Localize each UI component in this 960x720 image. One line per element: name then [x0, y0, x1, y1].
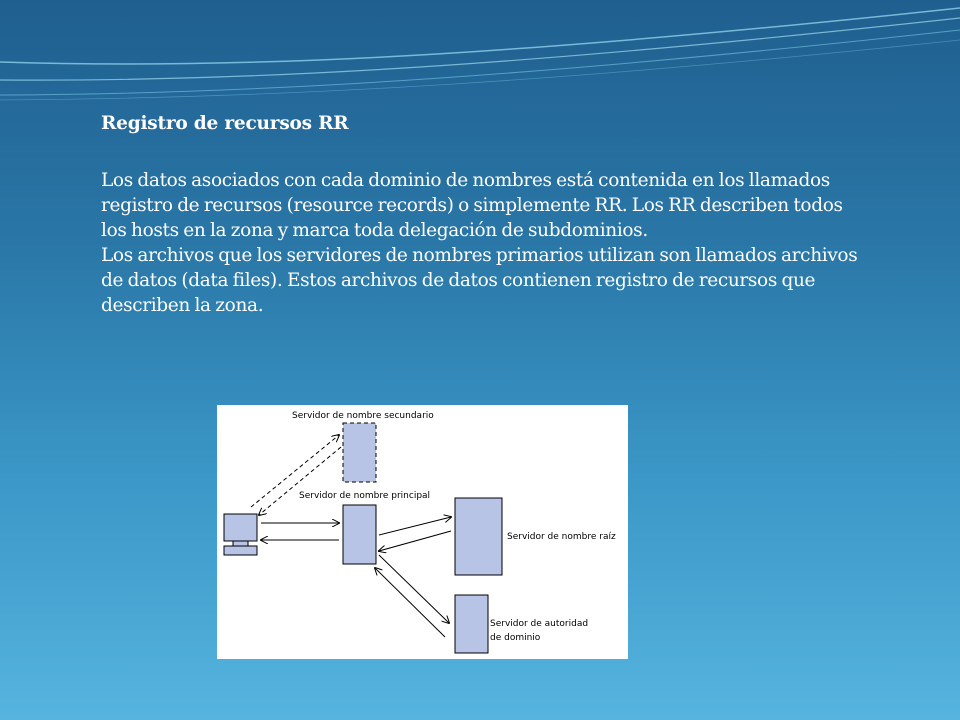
arrow-primary-to-root: [379, 517, 451, 535]
body-paragraph-1: Los datos asociados con cada dominio de nombres está contenida en los llamados registro de recursos (resource records) o simplemente RR. Los RR describen todos los hosts en la zona y marca toda delegación de subdominios.: [101, 170, 843, 241]
label-authority-server-line2: de dominio: [490, 633, 541, 643]
label-primary-server: Servidor de nombre principal: [299, 491, 431, 501]
dns-diagram: [217, 405, 628, 659]
arrow-secondary-to-client: [259, 447, 341, 515]
label-authority-server-line1: Servidor de autoridad: [490, 619, 589, 629]
arrow-root-to-primary: [379, 531, 451, 551]
authority-server-box: [455, 595, 488, 653]
arrow-primary-to-authority: [379, 555, 449, 623]
root-server-box: [455, 498, 502, 575]
primary-server-box: [343, 505, 376, 564]
slide-title: Registro de recursos RR: [101, 113, 349, 134]
label-secondary-server: Servidor de nombre secundario: [292, 411, 434, 421]
label-root-server: Servidor de nombre raíz: [507, 532, 616, 542]
secondary-server-box: [343, 423, 376, 482]
body-paragraph-2: Los archivos que los servidores de nombres primarios utilizan son llamados archivos de datos (data files). Estos archivos de datos contienen registro de recursos que describen la zona.: [101, 245, 858, 316]
client-computer-icon: [224, 514, 257, 555]
header-swoosh-decoration: [0, 0, 960, 110]
slide-body: [101, 168, 861, 318]
arrow-authority-to-primary: [375, 568, 445, 637]
